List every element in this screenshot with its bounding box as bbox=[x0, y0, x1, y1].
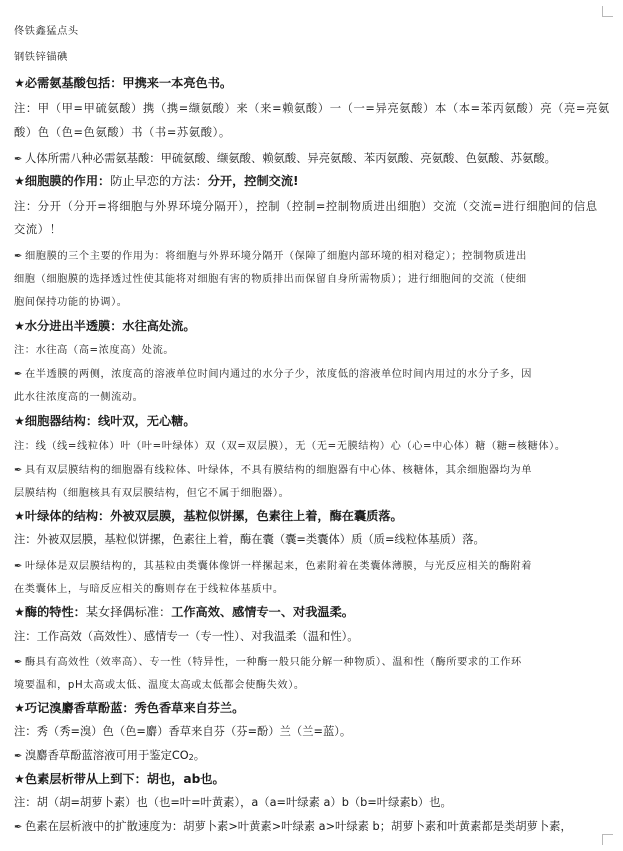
tip-line: 境要温和，pH太高或太低、温度太高或太低都会使酶失效）。 bbox=[14, 680, 305, 691]
header-line: 佟铁鑫猛点头 bbox=[14, 26, 79, 37]
tip-line: ✒ 叶绿体是双层膜结构的，其基粒由类囊体像饼一样摞起来，色素附着在类囊体薄膜，与光反应相关的酶附着 bbox=[14, 561, 533, 572]
note-line: 注：工作高效（高效性）、感情专一（专一性）、对我温柔（温和性）。 bbox=[14, 630, 359, 643]
note-line: 注：外被双层膜，基粒似饼摞，色素往上着，酶在囊（囊=类囊体）质（质=线粒体基质）落。 bbox=[14, 533, 485, 546]
tip-line: 细胞（细胞膜的选择透过性使其能将对细胞有害的物质排出而保留自身所需物质）；进行细胞间的交流（使细 bbox=[14, 274, 527, 285]
pen-icon: ✒ bbox=[14, 465, 23, 476]
tip-line: ✒ 在半透膜的两侧，浓度高的溶液单位时间内通过的水分子少，浓度低的溶液单位时间内用过的水分子多，因 bbox=[14, 369, 533, 380]
tip-line: ✒ 溴麝香草酚蓝溶液可用于鉴定CO2。 bbox=[14, 749, 206, 762]
note-line: 注：秀（秀=溴）色（色=麝）香草来自芬（芬=酚）兰（兰=蓝）。 bbox=[14, 725, 352, 738]
tip-line: ✒ 细胞膜的三个主要的作用为：将细胞与外界环境分隔开（保障了细胞内部环境的相对稳定）；控制物质进出 bbox=[14, 251, 527, 262]
tip-line: ✒ 酶具有高效性（效率高）、专一性（特异性，一种酶一般只能分解一种物质）、温和性（酶所要求的工作环 bbox=[14, 657, 522, 668]
section-title: ★水分进出半透膜：水往高处流。 bbox=[14, 319, 196, 333]
tip-line: ✒ 色素在层析液中的扩散速度为：胡萝卜素>叶黄素>叶绿素 a>叶绿素 b；胡萝卜素和叶黄素都是类胡萝卜素， bbox=[14, 820, 572, 833]
note-line: 注：甲（甲=甲硫氨酸）携（携=缬氨酸）来（来=赖氨酸）一（一=异亮氨酸）本（本=苯丙氨酸）亮（亮=亮氨 bbox=[14, 102, 610, 115]
tip-line: ✒ 具有双层膜结构的细胞器有线粒体、叶绿体，不具有膜结构的细胞器有中心体、核糖体，其余细胞器均为单 bbox=[14, 465, 533, 476]
tip-line: 此水往浓度高的一侧流动。 bbox=[14, 392, 144, 403]
section-title: ★细胞膜的作用：防止早恋的方法：分开，控制交流! bbox=[14, 174, 299, 188]
pen-icon: ✒ bbox=[14, 561, 23, 572]
note-line: 注：分开（分开=将细胞与外界环境分隔开），控制（控制=控制物质进出细胞）交流（交流=进行细胞间的信息 bbox=[14, 200, 598, 213]
note-line: 交流）！ bbox=[14, 223, 62, 236]
pen-icon: ✒ bbox=[14, 822, 23, 833]
tip-line: 层膜结构（细胞核具有双层膜结构，但它不属于细胞器）。 bbox=[14, 488, 290, 499]
section-title: ★巧记溴麝香草酚蓝：秀色香草来自芬兰。 bbox=[14, 701, 245, 715]
pen-icon: ✒ bbox=[14, 369, 23, 380]
note-line: 注：胡（胡=胡萝卜素）也（也=叶=叶黄素），a（a=叶绿素 a）b（b=叶绿素b）也。 bbox=[14, 796, 452, 809]
tip-line: ✒ 人体所需八种必需氨基酸：甲硫氨酸、缬氨酸、赖氨酸、异亮氨酸、苯丙氨酸、亮氨酸、色氨酸、苏氨酸。 bbox=[14, 152, 556, 165]
section-title: ★酶的特性：某女择偶标准：工作高效、感情专一、对我温柔。 bbox=[14, 605, 354, 619]
section-title: ★叶绿体的结构：外被双层膜，基粒似饼摞，色素往上着，酶在囊质落。 bbox=[14, 509, 403, 523]
note-line: 注：线（线=线粒体）叶（叶=叶绿体）双（双=双层膜），无（无=无膜结构）心（心=中心体）糖（糖=核糖体）。 bbox=[14, 441, 566, 452]
section-title: ★细胞器结构：线叶双，无心糖。 bbox=[14, 414, 196, 428]
tip-line: 胞间保持功能的协调）。 bbox=[14, 297, 128, 308]
pen-icon: ✒ bbox=[14, 251, 23, 262]
note-line: 注：水往高（高=浓度高）处流。 bbox=[14, 345, 175, 356]
section-title: ★必需氨基酸包括：甲携来一本亮色书。 bbox=[14, 76, 233, 90]
header-line: 钢铁锌锚碘 bbox=[14, 52, 68, 63]
pen-icon: ✒ bbox=[14, 154, 23, 165]
section-title: ★色素层析带从上到下：胡也，ab也。 bbox=[14, 772, 225, 786]
page-corner-mark-top bbox=[602, 6, 613, 17]
note-line: 酸）色（色=色氨酸）书（书=苏氨酸）。 bbox=[14, 126, 231, 139]
page-corner-mark-bottom bbox=[602, 834, 613, 845]
tip-line: 在类囊体上，与暗反应相关的酶则存在于线粒体基质中。 bbox=[14, 584, 284, 595]
pen-icon: ✒ bbox=[14, 751, 23, 762]
pen-icon: ✒ bbox=[14, 657, 23, 668]
